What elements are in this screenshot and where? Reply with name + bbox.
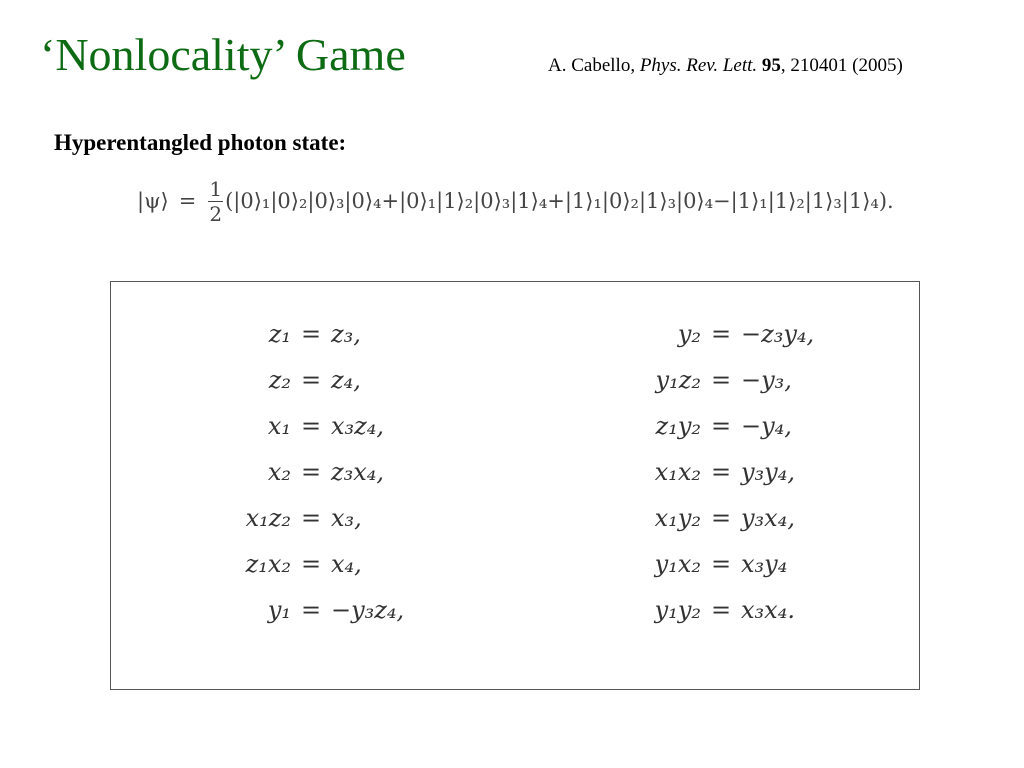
- slide-title: ‘Nonlocality’ Game: [40, 29, 406, 80]
- citation-journal: Phys. Rev. Lett.: [639, 55, 758, 76]
- state-fraction: [208, 176, 223, 226]
- equation-right-2: [631, 366, 851, 412]
- equation-lhs: x₂: [267, 458, 291, 486]
- equation-lhs: x₁z₂: [245, 504, 291, 532]
- equation-lhs: x₁: [267, 412, 291, 440]
- equation-rhs: x₃x₄.: [741, 596, 795, 624]
- equation-left-6: [201, 550, 441, 596]
- citation-volume: 95: [761, 55, 781, 76]
- equation-lhs: y₁: [267, 596, 291, 624]
- equation-op: =: [710, 412, 732, 440]
- equation-op: =: [710, 320, 732, 348]
- state-expression: (|0⟩₁|0⟩₂|0⟩₃|0⟩₄+|0⟩₁|1⟩₂|0⟩₃|1⟩₄+|1⟩₁|0⟩₂|1⟩₃|0⟩₄−|1⟩₁|1⟩₂|1⟩₃|1⟩₄).: [225, 189, 894, 213]
- equation-rhs: −y₄,: [741, 412, 792, 440]
- state-lhs: |ψ⟩: [137, 189, 169, 213]
- equation-right-6: [631, 550, 851, 596]
- equation-op: =: [710, 550, 732, 578]
- equation-lhs: z₁x₂: [245, 550, 291, 578]
- equation-op: =: [710, 458, 732, 486]
- equation-lhs: x₁x₂: [654, 458, 701, 486]
- equation-left-7: [201, 596, 441, 642]
- equation-rhs: y₃x₄,: [741, 504, 795, 532]
- state-heading: Hyperentangled photon state:: [54, 130, 347, 155]
- equation-rhs: −y₃z₄,: [331, 596, 405, 624]
- equation-op: =: [710, 504, 732, 532]
- citation-details: , 210401 (2005): [780, 55, 903, 76]
- fraction-numerator: 1: [209, 176, 223, 201]
- equation-op: =: [300, 550, 322, 578]
- equations-box: [110, 281, 920, 690]
- equation-lhs: y₁z₂: [655, 366, 701, 394]
- equation-lhs: y₁y₂: [654, 596, 701, 624]
- equation-right-3: [631, 412, 851, 458]
- fraction-denominator: 2: [209, 201, 223, 226]
- equation-rhs: z₄,: [331, 366, 361, 394]
- equation-rhs: x₄,: [331, 550, 362, 578]
- equation-left-4: [201, 458, 441, 504]
- equation-rhs: y₃y₄,: [741, 458, 795, 486]
- equation-right-5: [631, 504, 851, 550]
- equation-left-3: [201, 412, 441, 458]
- equation-lhs: z₂: [268, 366, 291, 394]
- equation-rhs: z₃x₄,: [331, 458, 385, 486]
- equation-op: =: [300, 366, 322, 394]
- equation-rhs: x₃,: [331, 504, 362, 532]
- equation-rhs: z₃,: [331, 320, 361, 348]
- equation-op: =: [300, 504, 322, 532]
- equation-right-4: [631, 458, 851, 504]
- state-equals: =: [178, 189, 197, 213]
- equation-lhs: z₁: [268, 320, 291, 348]
- equation-left-5: [201, 504, 441, 550]
- equation-op: =: [300, 320, 322, 348]
- citation-author: A. Cabello,: [548, 55, 640, 76]
- equation-lhs: y₁x₂: [654, 550, 701, 578]
- equation-left-2: [201, 366, 441, 412]
- citation: [548, 55, 903, 77]
- equation-op: =: [710, 366, 732, 394]
- equation-right-7: [631, 596, 851, 642]
- equation-rhs: −y₃,: [741, 366, 792, 394]
- state-equation: [137, 172, 894, 230]
- equation-lhs: z₁y₂: [655, 412, 701, 440]
- equation-lhs: y₂: [677, 320, 701, 348]
- equation-op: =: [300, 458, 322, 486]
- equation-rhs: x₃y₄: [741, 550, 788, 578]
- equation-lhs: x₁y₂: [654, 504, 701, 532]
- equation-rhs: x₃z₄,: [331, 412, 385, 440]
- equation-left-1: [201, 320, 441, 366]
- equation-rhs: −z₃y₄,: [741, 320, 815, 348]
- equation-op: =: [710, 596, 732, 624]
- equation-op: =: [300, 596, 322, 624]
- equation-right-1: [631, 320, 851, 366]
- equation-op: =: [300, 412, 322, 440]
